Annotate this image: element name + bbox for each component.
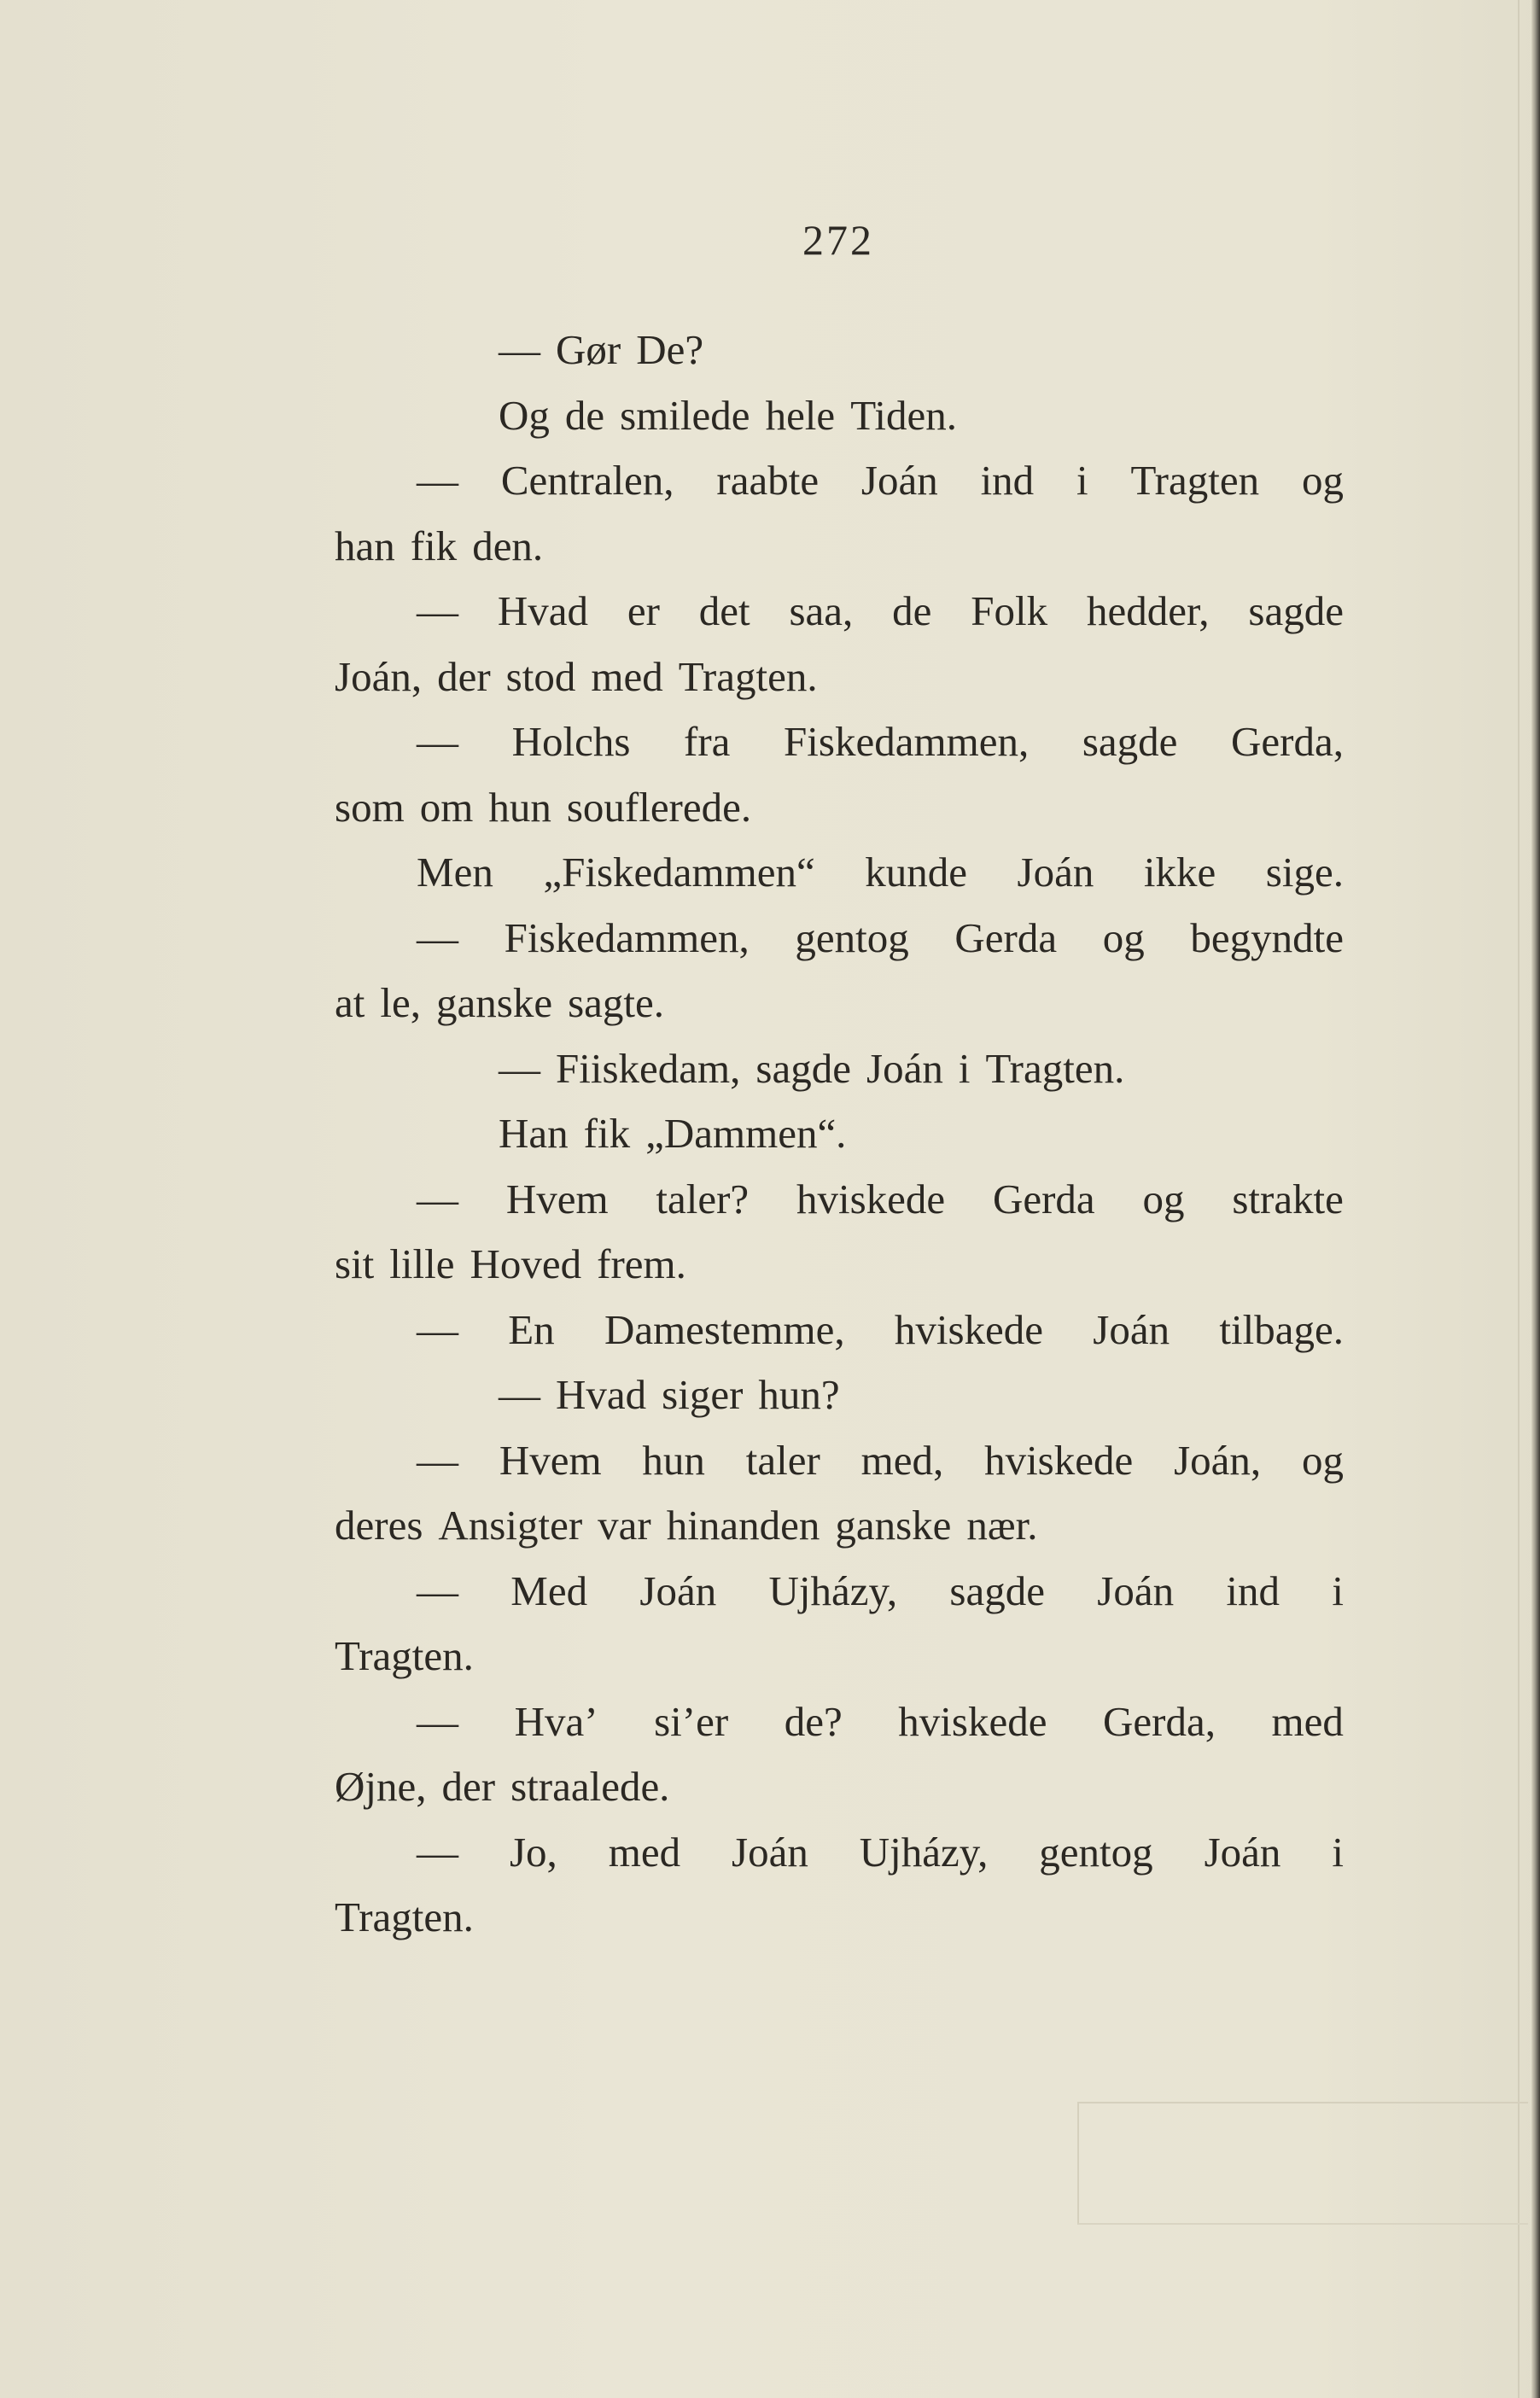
word: og <box>1301 1436 1344 1484</box>
word: deres <box>335 1502 423 1549</box>
word: hedder, <box>1086 587 1210 634</box>
word: Men <box>417 849 493 896</box>
word: Joán <box>866 1044 943 1092</box>
text-line <box>335 1167 1344 1233</box>
word: Joán <box>860 457 938 504</box>
page-number: 272 <box>802 216 874 264</box>
word: Joán <box>1097 1567 1175 1614</box>
page-edge-line <box>1518 0 1520 2398</box>
word: at <box>335 979 365 1026</box>
word: Tragten. <box>335 1893 474 1940</box>
word: — <box>499 1044 540 1092</box>
word: souflerede. <box>566 783 752 831</box>
word: Tragten <box>1130 457 1260 504</box>
word: med <box>608 1828 681 1876</box>
word: Ujházy, <box>768 1567 898 1614</box>
word: Jo, <box>509 1828 557 1876</box>
word: „Dammen“. <box>645 1110 847 1157</box>
word: ind <box>980 457 1035 504</box>
text-line <box>335 1428 1344 1494</box>
word: hun? <box>758 1371 840 1418</box>
word: han <box>335 522 395 569</box>
word: Joán <box>1204 1828 1281 1876</box>
word: hviskede <box>796 1175 946 1222</box>
word: Joán <box>732 1828 808 1876</box>
word: begyndte <box>1190 913 1344 961</box>
word: hun <box>488 783 551 831</box>
word: hviskede <box>984 1436 1134 1484</box>
word: Fiiskedam, <box>556 1044 741 1092</box>
text-line <box>335 1689 1344 1755</box>
word: — <box>417 587 458 634</box>
word: Hoved <box>470 1240 582 1287</box>
word: Og <box>499 391 550 439</box>
word: sagte. <box>568 979 665 1026</box>
word: sagde <box>949 1567 1045 1614</box>
word: raabte <box>716 457 820 504</box>
word: fik <box>410 522 458 569</box>
word: i <box>958 1044 971 1092</box>
word: kunde <box>865 849 968 896</box>
word: le, <box>380 979 421 1026</box>
word: Holchs <box>511 718 631 765</box>
word: Joán, <box>335 652 423 700</box>
word: stod <box>505 652 576 700</box>
text-line <box>335 1036 1344 1102</box>
word: nær. <box>966 1502 1038 1549</box>
text-line <box>335 1101 1344 1167</box>
text-line <box>335 840 1344 906</box>
word: Fiskedammen, <box>504 913 750 961</box>
word: Damestemme, <box>604 1305 845 1353</box>
text-line <box>335 709 1344 775</box>
word: Gerda <box>992 1175 1095 1222</box>
word: sagde <box>1082 718 1178 765</box>
word: Hvem <box>505 1175 609 1222</box>
word: med <box>1271 1697 1344 1745</box>
word: Med <box>510 1567 588 1614</box>
word: var <box>598 1502 651 1549</box>
word: Centralen, <box>500 457 674 504</box>
word: Gør <box>556 326 621 373</box>
word: — <box>417 1567 458 1614</box>
word: hviskede <box>894 1305 1044 1353</box>
text-line <box>335 1820 1344 1886</box>
word: — <box>417 457 458 504</box>
text-line <box>335 1559 1344 1625</box>
word: og <box>1102 913 1145 961</box>
word: der <box>441 1763 496 1810</box>
text-line <box>335 514 1344 580</box>
word: ganske <box>436 979 553 1026</box>
word: — <box>417 913 458 961</box>
word: siger <box>662 1371 744 1418</box>
text-line <box>335 971 1344 1036</box>
word: straalede. <box>510 1763 670 1810</box>
word: er <box>627 587 660 634</box>
word: — <box>499 1371 540 1418</box>
word: Hvad <box>556 1371 647 1418</box>
word: tilbage. <box>1219 1305 1344 1353</box>
text-line <box>335 1232 1344 1298</box>
word: Joán <box>1017 849 1094 896</box>
word: fra <box>684 718 731 765</box>
word: Tragten. <box>678 652 818 700</box>
word: med, <box>860 1436 944 1484</box>
word: lille <box>389 1240 455 1287</box>
text-line <box>335 579 1344 645</box>
word: gentog <box>1039 1828 1153 1876</box>
word: de? <box>784 1697 843 1745</box>
word: Gerda, <box>1103 1697 1216 1745</box>
text-line <box>335 1754 1344 1820</box>
word: i <box>1076 457 1088 504</box>
word: frem. <box>597 1240 686 1287</box>
word: ganske <box>835 1502 952 1549</box>
word: i <box>1332 1828 1344 1876</box>
word: Joán <box>1093 1305 1170 1353</box>
word: — <box>417 718 458 765</box>
text-line <box>335 383 1344 449</box>
word: Fiskedammen, <box>784 718 1030 765</box>
word: Hva’ <box>514 1697 598 1745</box>
word: Tiden. <box>850 391 958 439</box>
word: Han <box>499 1110 569 1157</box>
text-line <box>335 1885 1344 1951</box>
word: „Fiskedammen“ <box>543 849 815 896</box>
word: Hvad <box>497 587 588 634</box>
word: og <box>1301 457 1344 504</box>
word: strakte <box>1232 1175 1344 1222</box>
word: smilede <box>620 391 750 439</box>
word: sige. <box>1265 849 1344 896</box>
word: hviskede <box>898 1697 1047 1745</box>
word: de <box>892 587 932 634</box>
word: hinanden <box>666 1502 820 1549</box>
text-line <box>335 1624 1344 1689</box>
word: — <box>499 326 540 373</box>
text-line <box>335 318 1344 383</box>
word: hele <box>765 391 836 439</box>
word: og <box>1142 1175 1185 1222</box>
text-line <box>335 775 1344 841</box>
word: Folk <box>971 587 1048 634</box>
word: Øjne, <box>335 1763 427 1810</box>
text-line <box>335 906 1344 971</box>
word: Hvem <box>499 1436 602 1484</box>
word: med <box>591 652 663 700</box>
word: — <box>417 1305 458 1353</box>
word: sagde <box>1248 587 1344 634</box>
word: De? <box>636 326 704 373</box>
word: Tragten. <box>335 1632 474 1679</box>
word: Ujházy, <box>859 1828 989 1876</box>
word: taler? <box>656 1175 750 1222</box>
text-line <box>335 1362 1344 1428</box>
word: Ansigter <box>438 1502 583 1549</box>
word: sit <box>335 1240 375 1287</box>
word: de <box>564 391 605 439</box>
word: Gerda <box>954 913 1058 961</box>
word: i <box>1332 1567 1344 1614</box>
text-line <box>335 645 1344 710</box>
word: Joán, <box>1174 1436 1262 1484</box>
word: Gerda, <box>1231 718 1344 765</box>
word: Tragten. <box>985 1044 1125 1092</box>
word: der <box>437 652 491 700</box>
word: hun <box>642 1436 705 1484</box>
word: — <box>417 1436 458 1484</box>
word: si’er <box>654 1697 729 1745</box>
word: En <box>508 1305 555 1353</box>
page-edge-shadow <box>1531 0 1540 2398</box>
word: — <box>417 1697 458 1745</box>
word: fik <box>583 1110 631 1157</box>
word: — <box>417 1828 458 1876</box>
text-line <box>335 1493 1344 1559</box>
word: taler <box>745 1436 820 1484</box>
word: — <box>417 1175 458 1222</box>
word: det <box>698 587 750 634</box>
word: sagde <box>755 1044 851 1092</box>
word: saa, <box>789 587 854 634</box>
text-line <box>335 1298 1344 1363</box>
word: ikke <box>1143 849 1216 896</box>
word: om <box>419 783 474 831</box>
word: den. <box>472 522 544 569</box>
word: Joán <box>639 1567 717 1614</box>
text-line <box>335 448 1344 514</box>
word: ind <box>1226 1567 1280 1614</box>
body-text <box>335 318 1344 1951</box>
word: som <box>335 783 405 831</box>
word: gentog <box>795 913 909 961</box>
bleed-through-frame <box>1077 2102 1528 2225</box>
